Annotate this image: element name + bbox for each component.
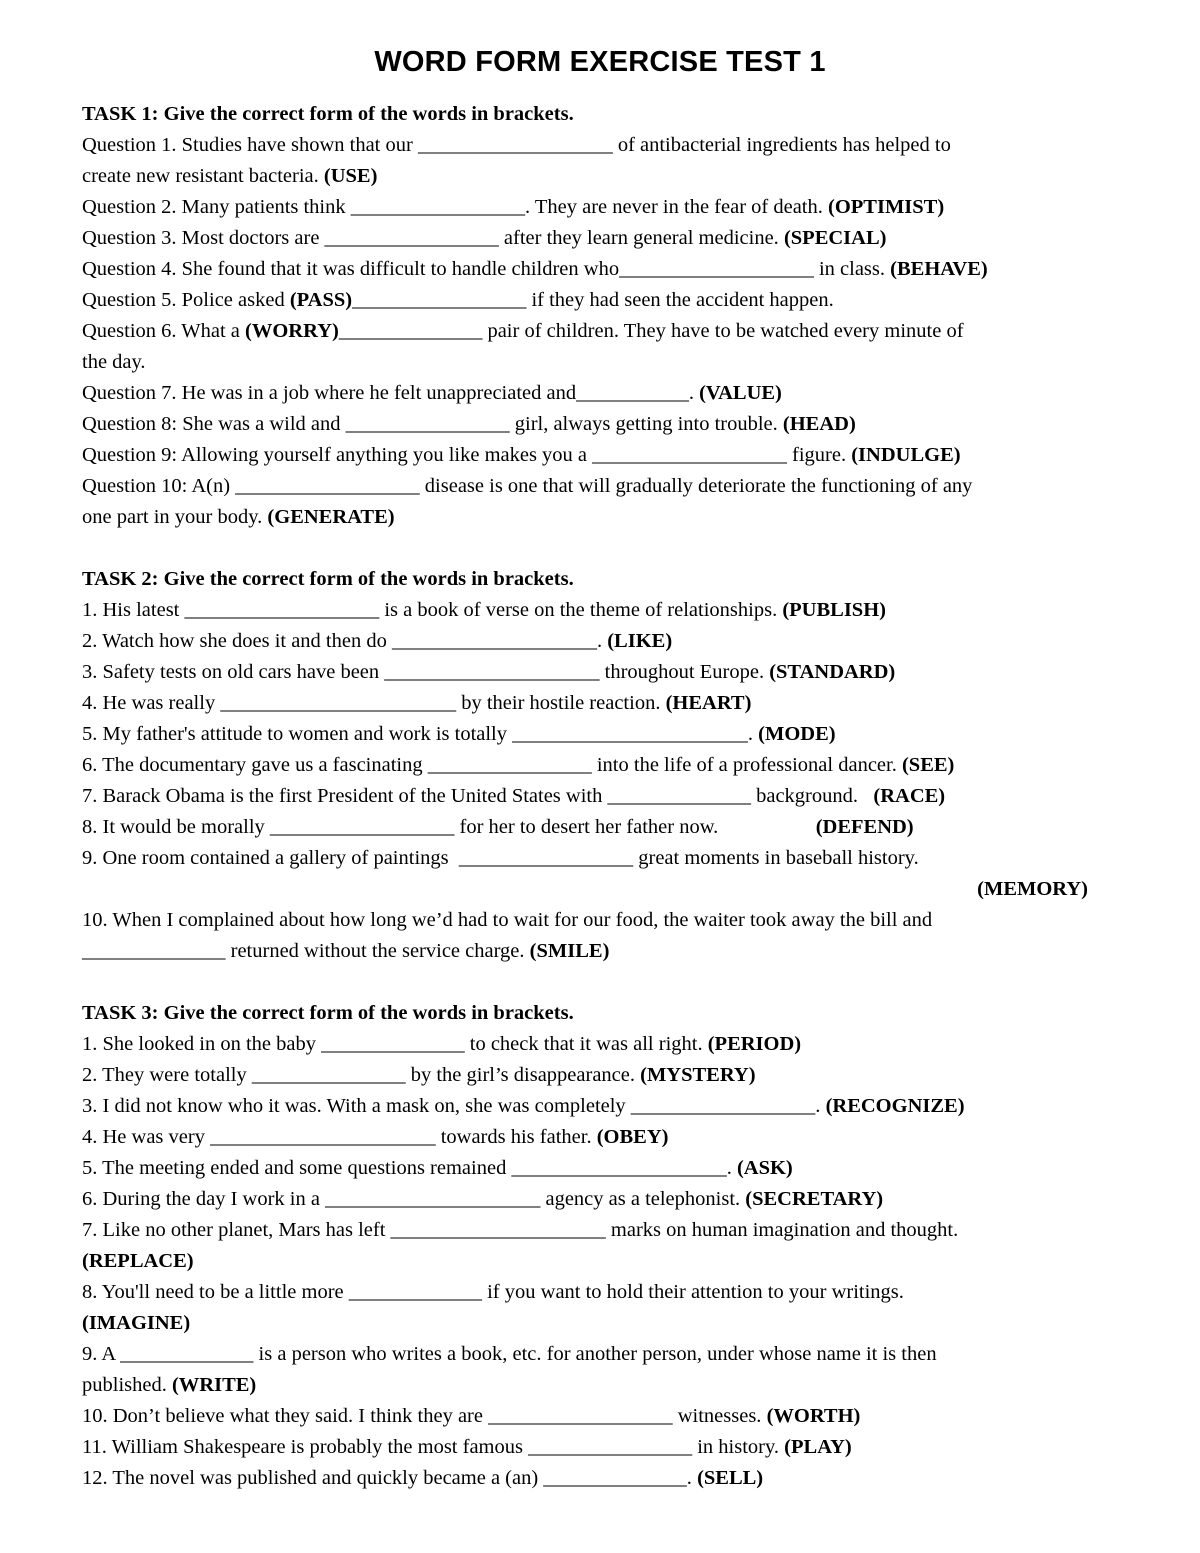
question-line xyxy=(82,192,1132,223)
question-text: 6. During the day I work in a _____________________ agency as a telephonist. xyxy=(82,1188,746,1210)
question-line xyxy=(82,1339,1132,1370)
question-text: 5. The meeting ended and some questions remained _____________________. xyxy=(82,1157,737,1179)
section-gap xyxy=(82,533,1132,564)
question-line xyxy=(82,1246,1132,1277)
question-text: 10. When I complained about how long we’d had to wait for our food, the waiter took away the bill and xyxy=(82,909,933,931)
root-word: (MODE) xyxy=(758,723,836,745)
root-word: (PLAY) xyxy=(784,1436,852,1458)
root-word: (MEMORY) xyxy=(977,878,1088,900)
root-word: (PUBLISH) xyxy=(782,599,886,621)
question-line xyxy=(82,1184,1132,1215)
question-text: 10. Don’t believe what they said. I think they are __________________ witnesses. xyxy=(82,1405,767,1427)
section-gap xyxy=(82,967,1132,998)
question-line xyxy=(82,905,1132,936)
root-word: (SEE) xyxy=(901,754,955,776)
question-line xyxy=(82,502,1132,533)
question-text: 8. It would be morally __________________ for her to desert her father now. xyxy=(82,816,816,838)
question-line xyxy=(82,1153,1132,1184)
root-word: (BEHAVE) xyxy=(890,258,988,280)
root-word: (WORRY) xyxy=(245,320,339,342)
question-line xyxy=(82,688,1132,719)
question-line xyxy=(82,843,1132,874)
question-line xyxy=(82,1308,1132,1339)
question-text: 12. The novel was published and quickly became a (an) ______________. xyxy=(82,1467,698,1489)
question-line xyxy=(82,936,1132,967)
question-text: Question 3. Most doctors are _________________ after they learn general medicine. xyxy=(82,227,784,249)
root-word: (INDULGE) xyxy=(851,444,961,466)
question-text: create new resistant bacteria. xyxy=(82,165,324,187)
question-text: 4. He was really _______________________ by their hostile reaction. xyxy=(82,692,666,714)
task-section xyxy=(82,564,1132,967)
question-text: ______________ returned without the service charge. xyxy=(82,940,530,962)
question-line xyxy=(82,285,1132,316)
root-word: (HEART) xyxy=(665,692,752,714)
root-word: (OBEY) xyxy=(596,1126,669,1148)
task-section xyxy=(82,99,1132,533)
root-word: (SPECIAL) xyxy=(783,227,887,249)
root-word: (RACE) xyxy=(873,785,946,807)
root-word: (GENERATE) xyxy=(267,506,395,528)
task-section xyxy=(82,998,1132,1494)
root-word: (WORTH) xyxy=(766,1405,861,1427)
question-line xyxy=(82,595,1132,626)
question-line xyxy=(82,1401,1132,1432)
root-word: (DEFEND) xyxy=(815,816,914,838)
question-line xyxy=(82,161,1132,192)
question-line xyxy=(82,1370,1132,1401)
task-heading: TASK 1: Give the correct form of the words in brackets. xyxy=(82,103,574,125)
root-word: (ASK) xyxy=(736,1157,793,1179)
question-text: 9. A _____________ is a person who writes a book, etc. for another person, under whose name it is then xyxy=(82,1343,937,1365)
question-text: one part in your body. xyxy=(82,506,268,528)
question-text: 5. My father's attitude to women and work is totally _______________________. xyxy=(82,723,759,745)
root-word: (HEAD) xyxy=(782,413,856,435)
question-text: 7. Barack Obama is the first President of the United States with ______________ background. xyxy=(82,785,874,807)
question-line xyxy=(82,719,1132,750)
question-text: Question 2. Many patients think _________________. They are never in the fear of death. xyxy=(82,196,828,218)
root-word: (WRITE) xyxy=(171,1374,257,1396)
question-text: _________________ if they had seen the accident happen. xyxy=(352,289,834,311)
worksheet-body xyxy=(82,99,1132,1494)
question-text: 2. Watch how she does it and then do ____________________. xyxy=(82,630,608,652)
root-word: (LIKE) xyxy=(607,630,673,652)
question-text: Question 5. Police asked xyxy=(82,289,290,311)
question-line xyxy=(82,1122,1132,1153)
question-text: 7. Like no other planet, Mars has left _____________________ marks on human imagination and thought. xyxy=(82,1219,959,1241)
task-heading: TASK 2: Give the correct form of the words in brackets. xyxy=(82,568,574,590)
root-word: (OPTIMIST) xyxy=(828,196,945,218)
root-word: (REPLACE) xyxy=(82,1250,194,1272)
question-text: the day. xyxy=(82,351,146,373)
question-text: published. xyxy=(82,1374,172,1396)
question-line xyxy=(82,750,1132,781)
question-line xyxy=(82,1029,1132,1060)
question-text: Question 8: She was a wild and ________________ girl, always getting into trouble. xyxy=(82,413,783,435)
question-text: Question 9: Allowing yourself anything you like makes you a ___________________ figure. xyxy=(82,444,852,466)
question-text: 6. The documentary gave us a fascinating ________________ into the life of a professional dancer. xyxy=(82,754,902,776)
question-line xyxy=(82,812,1132,843)
root-word: (SMILE) xyxy=(529,940,610,962)
question-line xyxy=(82,130,1132,161)
question-line xyxy=(82,471,1132,502)
root-word: (SECRETARY) xyxy=(745,1188,884,1210)
question-text: 4. He was very ______________________ towards his father. xyxy=(82,1126,597,1148)
question-line xyxy=(82,1091,1132,1122)
question-text: Question 4. She found that it was difficult to handle children who___________________ in class. xyxy=(82,258,891,280)
root-word: (PASS) xyxy=(289,289,353,311)
question-line xyxy=(82,657,1132,688)
question-text: 3. I did not know who it was. With a mask on, she was completely __________________. xyxy=(82,1095,826,1117)
question-line xyxy=(82,1060,1132,1091)
question-text: 8. You'll need to be a little more _____________ if you want to hold their attention to your writings. xyxy=(82,1281,904,1303)
question-text: 9. One room contained a gallery of paintings _________________ great moments in baseball history. xyxy=(82,847,919,869)
page-title: WORD FORM EXERCISE TEST 1 xyxy=(374,46,826,78)
question-text: ______________ pair of children. They have to be watched every minute of xyxy=(338,320,964,342)
question-line xyxy=(82,1277,1132,1308)
question-line xyxy=(82,223,1132,254)
root-word: (RECOGNIZE) xyxy=(825,1095,965,1117)
question-text: Question 6. What a xyxy=(82,320,246,342)
question-text: Question 10: A(n) __________________ disease is one that will gradually deteriorate the functioning of any xyxy=(82,475,973,497)
root-word: (PERIOD) xyxy=(707,1033,802,1055)
question-line xyxy=(82,347,1132,378)
question-line xyxy=(82,874,1132,905)
question-text: 2. They were totally _______________ by the girl’s disappearance. xyxy=(82,1064,641,1086)
question-text: 3. Safety tests on old cars have been _____________________ throughout Europe. xyxy=(82,661,770,683)
question-line xyxy=(82,440,1132,471)
question-line xyxy=(82,626,1132,657)
task-heading: TASK 3: Give the correct form of the words in brackets. xyxy=(82,1002,574,1024)
question-text: Question 7. He was in a job where he felt unappreciated and___________. xyxy=(82,382,700,404)
root-word: (SELL) xyxy=(697,1467,764,1489)
question-line xyxy=(82,1432,1132,1463)
root-word: (USE) xyxy=(323,165,378,187)
question-line xyxy=(82,781,1132,812)
question-line xyxy=(82,378,1132,409)
question-text: 1. She looked in on the baby ______________ to check that it was all right. xyxy=(82,1033,708,1055)
question-line xyxy=(82,254,1132,285)
root-word: (STANDARD) xyxy=(769,661,896,683)
root-word: (MYSTERY) xyxy=(640,1064,756,1086)
question-text: 1. His latest ___________________ is a book of verse on the theme of relationships. xyxy=(82,599,783,621)
question-line xyxy=(82,1463,1132,1494)
question-line xyxy=(82,409,1132,440)
root-word: (IMAGINE) xyxy=(82,1312,191,1334)
question-line xyxy=(82,1215,1132,1246)
question-text: 11. William Shakespeare is probably the most famous ________________ in history. xyxy=(82,1436,785,1458)
question-line xyxy=(82,316,1132,347)
root-word: (VALUE) xyxy=(699,382,782,404)
question-text: Question 1. Studies have shown that our ___________________ of antibacterial ingredients has helped to xyxy=(82,134,951,156)
